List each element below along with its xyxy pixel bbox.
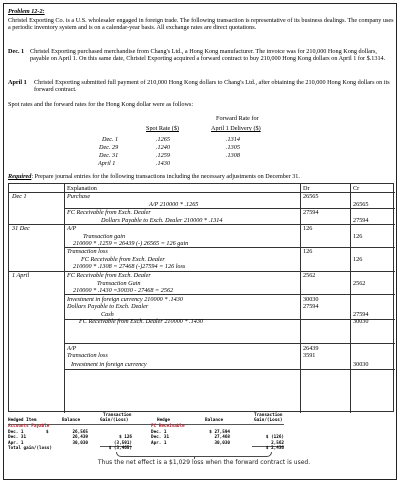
dr-amount: 30030: [303, 295, 319, 303]
rate-spot: .1259: [156, 152, 170, 159]
summary-row-gain: (3,591): [113, 440, 132, 446]
journal-line: FC Receivable from Exch. Dealer: [67, 209, 151, 216]
entry-date: Dec 1: [12, 193, 27, 200]
journal-line: Dollars Payable to Exch. Dealer 210000 * .1314: [101, 216, 223, 224]
dr-amount: 126: [303, 248, 313, 255]
required-label: Required: [8, 173, 32, 180]
cr-amount: 27594: [353, 310, 369, 318]
summary-row-gain: $ (126): [265, 435, 284, 440]
header-cr: Cr: [353, 184, 360, 192]
journal-line: 210000 * .1259 = 26439 (-) 26565 = 126 gain: [73, 239, 189, 247]
summary-balance-header: Balance: [62, 418, 81, 423]
summary-row-currency: $: [46, 429, 49, 435]
summary-gain-header: Gain/(Loss): [100, 418, 129, 423]
summary-row-label: Dec. 31: [8, 435, 27, 440]
cr-amount: 126: [353, 255, 363, 263]
dr-amount: 26565: [303, 193, 319, 200]
summary-row-gain: $ 126: [119, 435, 132, 440]
summary-row-balance: 30,030: [72, 440, 88, 446]
summary-total-gain: $ 2,436: [265, 446, 284, 451]
row-divider: [64, 369, 395, 370]
summary-row-label: Dec. 1: [8, 429, 24, 435]
summary-row-balance: 27,468: [214, 435, 230, 440]
journal-line: Cash: [101, 310, 114, 318]
dr-amount: 26439: [303, 344, 319, 352]
summary-row-balance: $ 27,594: [209, 429, 230, 435]
problem-intro: Christel Exporting Co. is a U.S. wholesaler engaged in foreign trade. The following transaction is representative of its business dealings. The company uses a periodic inventory system and is on a calendar-year basis. All exchange rates are direct quotations.: [8, 17, 394, 32]
dr-amount: 27594: [303, 303, 319, 310]
problem-title: Problem 12-2:: [8, 8, 45, 15]
dr-amount: 126: [303, 225, 313, 232]
rate-spot: .1430: [156, 160, 170, 167]
rate-spot: .1265: [156, 136, 170, 143]
dec1-text: Christel Exporting purchased merchandise from Chang's Ltd., a Hong Kong manufacturer. The invoice was for 210,000 Hong Kong dollars, payable on April 1. On this same date, Christel Exporting acquired a forward contract to buy 210,000 Hong Kong dollars on April 1 for $.1314.: [30, 48, 386, 63]
required-text: : Prepare journal entries for the following transactions including the necessary adjustments on December 31.: [31, 173, 300, 180]
summary-gain2-header: Gain/(Loss): [254, 418, 283, 423]
dr-amount: 3591: [303, 352, 316, 359]
summary-row-label: Apr. 1: [8, 440, 24, 446]
journal-line: 210000 * .1430 =30030 - 27468 = 2562: [73, 287, 174, 294]
summary-total-label: Total gain/(loss): [8, 446, 52, 451]
summary-row-label: Dec. 31: [151, 435, 170, 440]
rate-forward: .1305: [226, 144, 240, 151]
journal-line: Transaction loss: [67, 352, 108, 359]
summary-row-label: Apr. 1: [151, 440, 167, 446]
journal-line: A/P: [67, 225, 77, 232]
summary-hedged-item-header: Hedged Item: [8, 418, 37, 423]
dr-amount: 27594: [303, 209, 319, 216]
entry-date: 31 Dec: [12, 225, 30, 232]
summary-gain-header: Transaction: [103, 413, 132, 418]
document-page: [3, 3, 397, 480]
summary-row-balance: 26,565: [72, 429, 88, 435]
required-line: [8, 173, 300, 180]
journal-line: Transaction loss: [67, 248, 108, 255]
summary-gain2-header: Transaction: [254, 413, 283, 418]
header-dr: Dr: [303, 184, 310, 192]
cr-amount: 30030: [353, 361, 369, 368]
column-divider: [300, 184, 301, 413]
column-divider: [350, 184, 351, 413]
summary-right-title: FC Receivable: [151, 424, 185, 429]
journal-line: A/P: [67, 344, 77, 352]
dec1-label: Dec. 1: [8, 48, 25, 55]
row-divider: [64, 343, 395, 344]
cr-amount: 2562: [353, 279, 366, 287]
column-divider: [64, 184, 65, 413]
rate-forward: .1308: [226, 152, 240, 159]
summary-total-gain: $ (3,465): [108, 446, 132, 451]
journal-line: Transaction gain: [83, 232, 126, 240]
row-divider: [64, 247, 395, 248]
journal-line: A/P 210000 * .1265: [149, 200, 199, 208]
journal-line: FC Receivable from Exch. Dealer 210000 * .1430: [79, 318, 204, 325]
journal-line: Investment in foreign currency: [71, 361, 147, 368]
cr-amount: 26565: [353, 200, 369, 208]
journal-table: [8, 183, 394, 412]
spot-header: Spot Rate ($): [146, 125, 179, 132]
apr1-label: April 1: [8, 79, 27, 86]
rate-date: Dec. 1: [102, 136, 119, 143]
entry-date: 1 April: [12, 272, 30, 279]
net-effect-note: Thus the net effect is a $1,029 loss when the forward contract is used.: [97, 459, 311, 466]
cr-amount: 30030: [353, 318, 369, 325]
forward-rate-for: Forward Rate for: [216, 115, 259, 122]
rate-date: Dec. 31: [99, 152, 119, 159]
apr1-text: Christel Exporting submitted full payment of 210,000 Hong Kong dollars to Chang's Ltd., after obtaining the 210,000 Hong Kong dollars on its forward contract.: [34, 79, 390, 94]
forward-header: April 1 Delivery ($): [211, 125, 261, 132]
summary-balance2-header: Balance: [205, 418, 224, 423]
journal-line: Transaction Gain: [97, 279, 141, 287]
rate-forward: .1314: [226, 136, 240, 143]
cr-amount: 126: [353, 232, 363, 240]
journal-line: FC Receivable from Exch. Dealer: [67, 272, 151, 279]
dr-amount: 2562: [303, 272, 316, 279]
cr-amount: 27594: [353, 216, 369, 224]
header-explanation: Explanation: [67, 184, 97, 192]
rate-date: Dec. 29: [99, 144, 119, 151]
summary-row-gain: 2,562: [271, 440, 284, 446]
journal-line: Purchase: [67, 193, 91, 200]
journal-line: Investment in foreign currency 210000 * .1430: [67, 295, 183, 303]
rate-spot: .1240: [156, 144, 170, 151]
spot-intro: Spot rates and the forward rates for the Hong Kong dollar were as follows:: [8, 101, 194, 108]
journal-line: 210000 * .1308 = 27468 (-)27594 = 126 loss: [73, 263, 186, 270]
summary-hedge-header: Hedge: [157, 418, 170, 423]
journal-line: FC Receivable from Exch. Dealer: [81, 255, 165, 263]
summary-row-balance: 30,030: [214, 440, 230, 446]
journal-line: Dollars Payable to Exch. Dealer: [67, 303, 149, 310]
rate-date: April 1: [98, 160, 116, 167]
summary-row-balance: 26,439: [72, 435, 88, 440]
summary-left-title: Accounts Payable: [8, 424, 50, 429]
summary-row-label: Dec. 1: [151, 429, 167, 435]
